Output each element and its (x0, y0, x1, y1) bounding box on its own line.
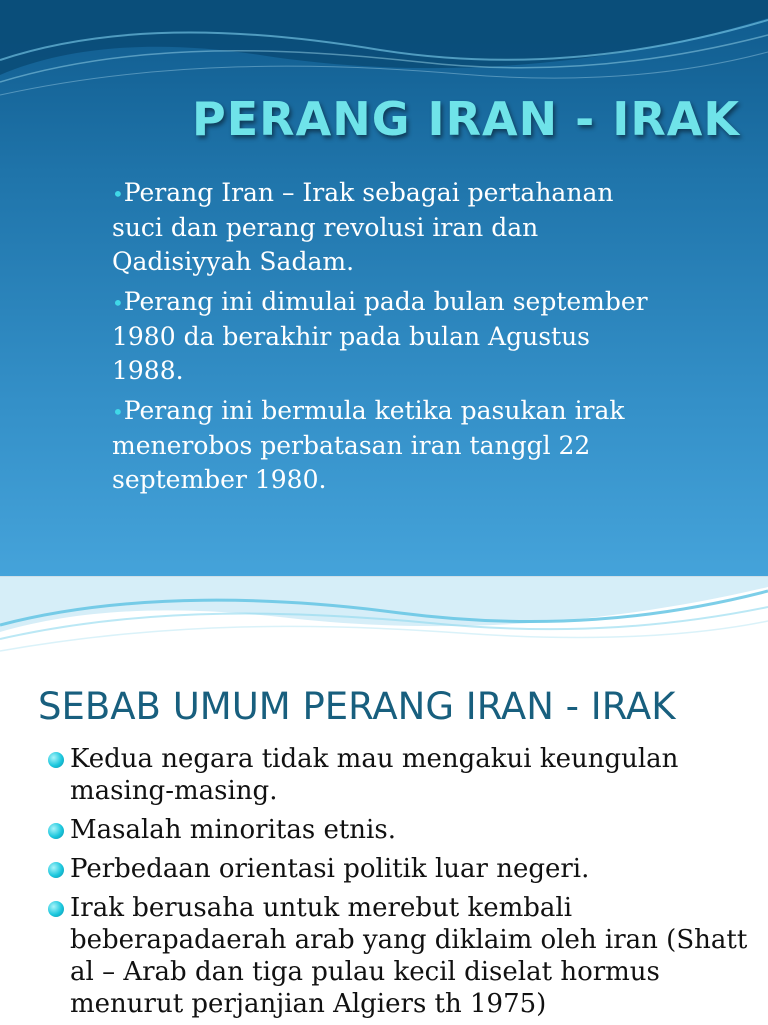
slide-1-bullet-list (112, 176, 652, 503)
bullet-text: Perbedaan orientasi politik luar negeri. (70, 854, 590, 884)
list-item (48, 814, 748, 846)
bullet-icon: • (112, 400, 124, 424)
slide-2-title: SEBAB UMUM PERANG IRAN - IRAK (38, 685, 676, 728)
wave-decoration (0, 577, 768, 667)
bullet-text: Perang Iran – Irak sebagai pertahanan suci dan perang revolusi iran dan Qadisiyyah Sadam. (112, 178, 614, 276)
bullet-dot-icon (48, 862, 64, 878)
bullet-dot-icon (48, 901, 64, 917)
bullet-text: Irak berusaha untuk merebut kembali beberapadaerah arab yang diklaim oleh iran (Shatt al – Arab dan tiga pulau kecil diselat hormus menurut perjanjian Algiers th 1975) (70, 893, 748, 1019)
list-item (48, 853, 748, 885)
slide-2 (0, 576, 768, 1025)
list-item (112, 176, 652, 279)
bullet-text: Perang ini dimulai pada bulan september 1980 da berakhir pada bulan Agustus 1988. (112, 287, 648, 385)
bullet-dot-icon (48, 823, 64, 839)
bullet-icon: • (112, 182, 124, 206)
slide-1-title: PERANG IRAN - IRAK (192, 92, 740, 146)
list-item (48, 892, 748, 1020)
bullet-text: Masalah minoritas etnis. (70, 815, 396, 845)
bullet-dot-icon (48, 752, 64, 768)
list-item (48, 743, 748, 807)
bullet-text: Kedua negara tidak mau mengakui keungulan masing-masing. (70, 744, 679, 806)
list-item (112, 394, 652, 497)
bullet-text: Perang ini bermula ketika pasukan irak menerobos perbatasan iran tanggl 22 september 1980. (112, 396, 625, 494)
slide-2-bullet-list (48, 743, 748, 1025)
bullet-icon: • (112, 291, 124, 315)
list-item (112, 285, 652, 388)
